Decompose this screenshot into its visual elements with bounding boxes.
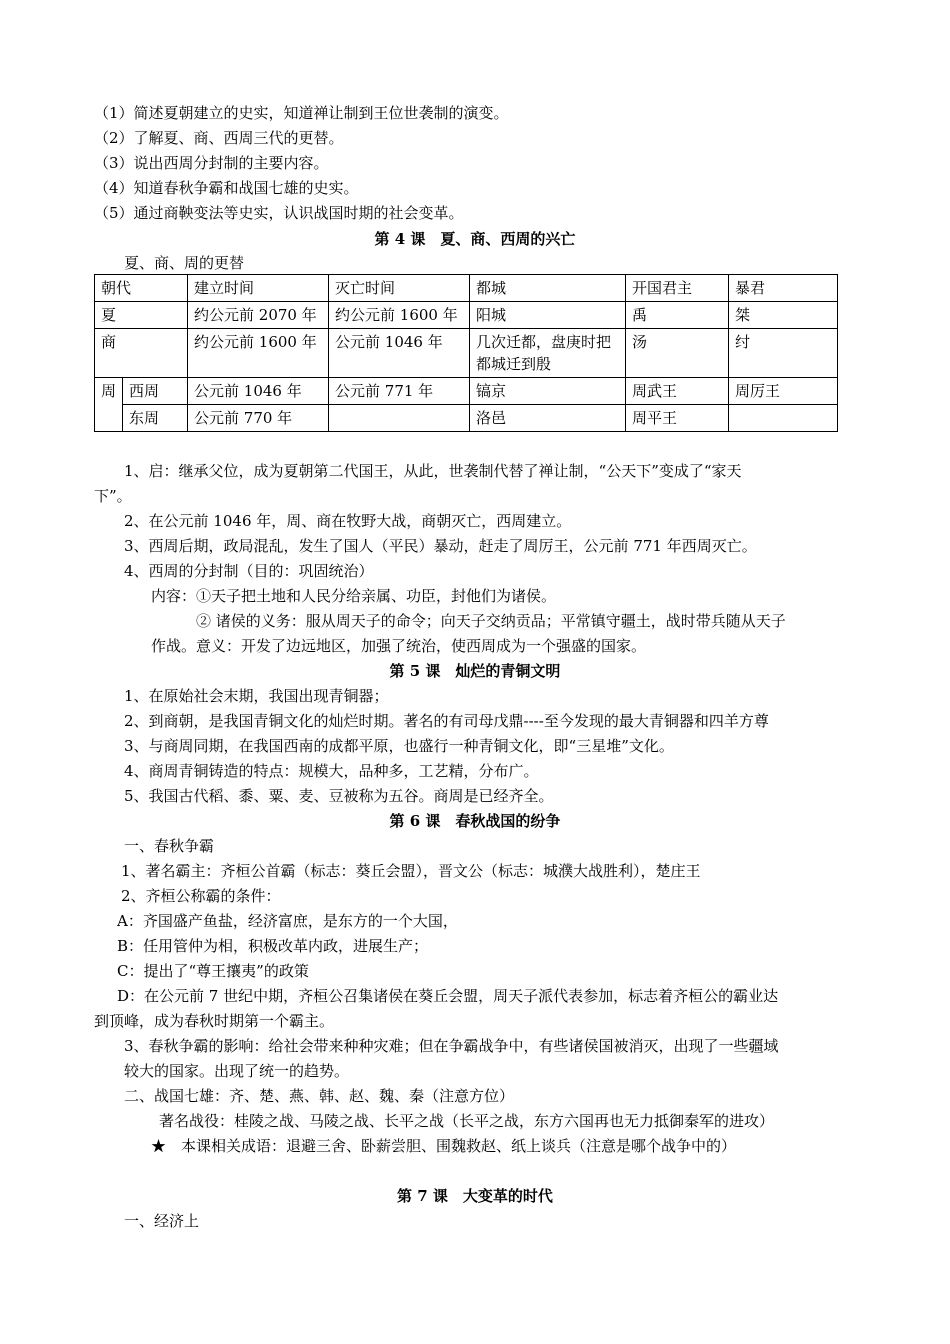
lesson6-point-c: C：提出了“尊王攘夷”的政策 xyxy=(117,962,309,980)
lesson6-section-2: 二、战国七雄：齐、楚、燕、韩、赵、魏、秦（注意方位） xyxy=(124,1087,515,1105)
objective-3: （3）说出西周分封制的主要内容。 xyxy=(94,154,329,172)
lesson5-point-1: 1、在原始社会末期，我国出现青铜器； xyxy=(124,687,389,705)
lesson6-point-3: 3、春秋争霸的影响：给社会带来种种灾难；但在争霸战争中，有些诸侯国被消灭，出现了一些疆域 xyxy=(124,1037,779,1055)
lesson5-point-3: 3、与商周同期，在我国西南的成都平原，也盛行一种青铜文化，即“三星堆”文化。 xyxy=(124,737,674,755)
table-row xyxy=(95,329,838,378)
header-tyrant: 暴君 xyxy=(729,275,838,302)
lesson6-section-1: 一、春秋争霸 xyxy=(124,837,215,855)
lesson5-point-4: 4、商周青铜铸造的特点：规模大，品种多，工艺精，分布广。 xyxy=(124,762,539,780)
header-dynasty: 朝代 xyxy=(95,275,188,302)
cell-capital: 洛邑 xyxy=(470,405,626,432)
header-founded: 建立时间 xyxy=(188,275,329,302)
related-idioms: ★ 本课相关成语：退避三舍、卧薪尝胆、围魏救赵、纸上谈兵（注意是哪个战争中的） xyxy=(151,1137,737,1155)
cell-dynasty: 商 xyxy=(95,329,188,378)
header-fallen: 灭亡时间 xyxy=(329,275,470,302)
lesson6-point-3-cont: 较大的国家。出现了统一的趋势。 xyxy=(124,1062,350,1080)
lesson6-point-d-cont: 到顶峰，成为春秋时期第一个霸主。 xyxy=(94,1012,335,1030)
cell-founded: 公元前 770 年 xyxy=(188,405,329,432)
cell-capital: 镐京 xyxy=(470,378,626,405)
objective-5: （5）通过商鞅变法等史实，认识战国时期的社会变革。 xyxy=(94,204,464,222)
cell-founded: 公元前 1046 年 xyxy=(188,378,329,405)
objective-4: （4）知道春秋争霸和战国七雄的史实。 xyxy=(94,179,359,197)
cell-fallen: 公元前 1046 年 xyxy=(329,329,470,378)
lesson4-point-1: 1、启：继承父位，成为夏朝第二代国王，从此，世袭制代替了禅让制，“公天下”变成了“家天 xyxy=(124,462,742,480)
cell-capital: 阳城 xyxy=(470,302,626,329)
objective-1: （1）简述夏朝建立的史实，知道禅让制到王位世袭制的演变。 xyxy=(94,104,509,122)
fenfeng-duty: ② 诸侯的义务：服从周天子的命令；向天子交纳贡品；平常镇守疆土，战时带兵随从天子 xyxy=(196,612,786,630)
table-caption: 夏、商、周的更替 xyxy=(124,254,245,272)
cell-subdynasty: 西周 xyxy=(123,378,188,405)
cell-tyrant: 桀 xyxy=(729,302,838,329)
table-row xyxy=(95,405,838,432)
lesson7-title: 第 7 课 大变革的时代 xyxy=(397,1187,553,1205)
lesson4-title: 第 4 课 夏、商、西周的兴亡 xyxy=(374,230,576,248)
cell-subdynasty: 东周 xyxy=(123,405,188,432)
cell-capital: 几次迁都，盘庚时把都城迁到殷 xyxy=(470,329,626,378)
cell-tyrant xyxy=(729,405,838,432)
lesson6-point-d: D：在公元前 7 世纪中期，齐桓公召集诸侯在葵丘会盟，周天子派代表参加，标志着齐桓公的霸业达 xyxy=(117,987,779,1005)
dynasty-table xyxy=(94,274,838,432)
lesson6-title: 第 6 课 春秋战国的纷争 xyxy=(389,812,561,830)
lesson4-point-3: 3、西周后期，政局混乱，发生了国人（平民）暴动，赶走了周厉王，公元前 771 年西周灭亡。 xyxy=(124,537,757,555)
lesson7-section-1: 一、经济上 xyxy=(124,1212,200,1230)
lesson6-point-1: 1、著名霸主：齐桓公首霸（标志：葵丘会盟），晋文公（标志：城濮大战胜利），楚庄王 xyxy=(121,862,701,880)
lesson6-point-a: A：齐国盛产鱼盐，经济富庶，是东方的一个大国， xyxy=(117,912,458,930)
lesson6-point-b: B：任用管仲为相，积极改革内政，进展生产； xyxy=(117,937,429,955)
lesson5-point-2: 2、到商朝，是我国青铜文化的灿烂时期。著名的有司母戊鼎----至今发现的最大青铜器和四羊方尊 xyxy=(124,712,769,730)
fenfeng-significance: 作战。意义：开发了边远地区，加强了统治，使西周成为一个强盛的国家。 xyxy=(151,637,647,655)
cell-dynasty: 周 xyxy=(95,378,123,432)
fenfeng-content: 内容：①天子把土地和人民分给亲属、功臣，封他们为诸侯。 xyxy=(151,587,557,605)
lesson4-point-1-cont: 下”。 xyxy=(94,487,132,505)
cell-founder: 汤 xyxy=(626,329,729,378)
cell-tyrant: 纣 xyxy=(729,329,838,378)
header-founder: 开国君主 xyxy=(626,275,729,302)
cell-fallen xyxy=(329,405,470,432)
lesson4-point-4: 4、西周的分封制（目的：巩固统治） xyxy=(124,562,374,580)
table-row xyxy=(95,302,838,329)
cell-tyrant: 周厉王 xyxy=(729,378,838,405)
table-header-row xyxy=(95,275,838,302)
cell-founded: 约公元前 1600 年 xyxy=(188,329,329,378)
cell-fallen: 公元前 771 年 xyxy=(329,378,470,405)
cell-founder: 禹 xyxy=(626,302,729,329)
lesson5-point-5: 5、我国古代稻、黍、粟、麦、豆被称为五谷。商周是已经齐全。 xyxy=(124,787,554,805)
cell-founder: 周武王 xyxy=(626,378,729,405)
header-capital: 都城 xyxy=(470,275,626,302)
famous-battles: 著名战役：桂陵之战、马陵之战、长平之战（长平之战，东方六国再也无力抵御秦军的进攻） xyxy=(159,1112,775,1130)
lesson4-point-2: 2、在公元前 1046 年，周、商在牧野大战，商朝灭亡，西周建立。 xyxy=(124,512,572,530)
table-row xyxy=(95,378,838,405)
cell-dynasty: 夏 xyxy=(95,302,188,329)
lesson5-title: 第 5 课 灿烂的青铜文明 xyxy=(389,662,561,680)
objective-2: （2）了解夏、商、西周三代的更替。 xyxy=(94,129,344,147)
cell-fallen: 约公元前 1600 年 xyxy=(329,302,470,329)
lesson6-point-2: 2、齐桓公称霸的条件： xyxy=(121,887,281,905)
cell-founder: 周平王 xyxy=(626,405,729,432)
cell-founded: 约公元前 2070 年 xyxy=(188,302,329,329)
